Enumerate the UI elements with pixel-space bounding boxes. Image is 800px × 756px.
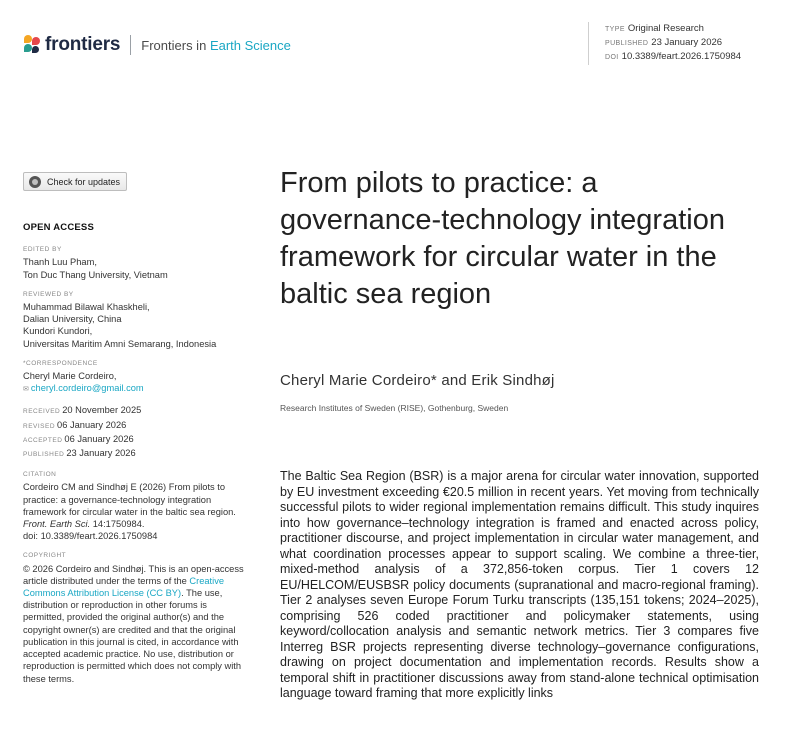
abstract-text: The Baltic Sea Region (BSR) is a major arena for circular water innovation, supported by EU investment exceeding €20.5 million in recent years. Yet moving from technically successful pilots to wider regional implementation remains difficult. This study inquires into how governance–technology integration is framed and enacted across policy, practitioner discourse, and project implementation in circular water management, and what coordination processes appear to support scaling. We combine a three-tier, mixed-method analysis of a 372,856-token corpus. Tier 1 covers 12 EU/HELCOM/EUSBSR policy documents (supranational and macro-regional framing). Tier 2 analyses seven Europe Forum Turku transcripts (135,151 tokens; 2024–2025), comprising 526 coded practitioner and policymaker statements, using keyword/collocation analysis and semantic network metrics. Tier 3 compares five Interreg BSR projects representing diverse technology–governance configurations, drawing on project documentation and implementation records. Results show a temporal shift in practitioner discussions away from stand-alone technical optimisation language toward framing that more explicitly links: [280, 469, 759, 700]
reviewed-by-block: REVIEWED BY Muhammad Bilawal Khaskheli, Dalian University, China Kundori Kundori, Universitas Maritim Amni Semarang, Indonesia: [23, 290, 217, 349]
brand-name: frontiers: [45, 34, 121, 55]
email-icon: ✉: [23, 386, 29, 394]
citation-doi[interactable]: doi: 10.3389/feart.2026.1750984: [23, 531, 158, 542]
check-for-updates-button[interactable]: Check for updates: [23, 172, 127, 191]
meta-doi[interactable]: DOI 10.3389/feart.2026.1750984: [605, 51, 742, 62]
open-access-label: OPEN ACCESS: [23, 222, 95, 233]
sidebar-info: [23, 222, 249, 693]
edited-by-block: EDITED BY Thanh Luu Pham, Ton Duc Thang University, Vietnam: [23, 246, 168, 280]
update-icon: [29, 176, 41, 188]
author-affiliation: Research Institutes of Sweden (RISE), Gothenburg, Sweden: [280, 403, 509, 413]
citation-block: CITATION Cordeiro CM and Sindhøj E (2026) From pilots to practice: a governance-technology integration framework for circular water in the baltic sea region. Front. Earth Sci. 14:1750984. doi: 10.3389/feart.2026.1750984: [23, 469, 249, 542]
journal-name[interactable]: Frontiers in Earth Science: [141, 37, 291, 53]
article-title: From pilots to practice: a governance-technology integration framework for circular water in the baltic sea region: [280, 167, 725, 310]
article-meta: [588, 22, 741, 65]
meta-published: PUBLISHED 23 January 2026: [605, 37, 723, 48]
meta-type: TYPE Original Research: [605, 23, 704, 34]
correspondence-block: *CORRESPONDENCE Cheryl Marie Cordeiro, ✉ cheryl.cordeiro@gmail.com: [23, 359, 144, 394]
correspondence-email-link[interactable]: cheryl.cordeiro@gmail.com: [30, 383, 144, 394]
cc-by-license-link[interactable]: Creative Commons Attribution License (CC BY): [23, 575, 225, 599]
frontiers-logo[interactable]: [24, 34, 291, 56]
copyright-block: COPYRIGHT © 2026 Cordeiro and Sindhøj. This is an open-access article distributed under the terms of the Creative Commons Attribution License (CC BY). The use, distribution or reproduction in other forums is permitted, provided the original author(s) and the copyright owner(s) are credited and that the original publication in this journal is cited, in accordance with accepted academic practice. No use, distribution or reproduction is permitted which does not comply with these terms.: [23, 552, 244, 684]
dates-block: RECEIVED 20 November 2025 REVISED 06 January 2026 ACCEPTED 06 January 2026 PUBLISHED 23 January 2026: [23, 405, 142, 459]
article-authors: Cheryl Marie Cordeiro* and Erik Sindhøj: [280, 372, 555, 389]
frontiers-logo-icon: [24, 35, 41, 55]
logo-divider: [130, 35, 131, 55]
